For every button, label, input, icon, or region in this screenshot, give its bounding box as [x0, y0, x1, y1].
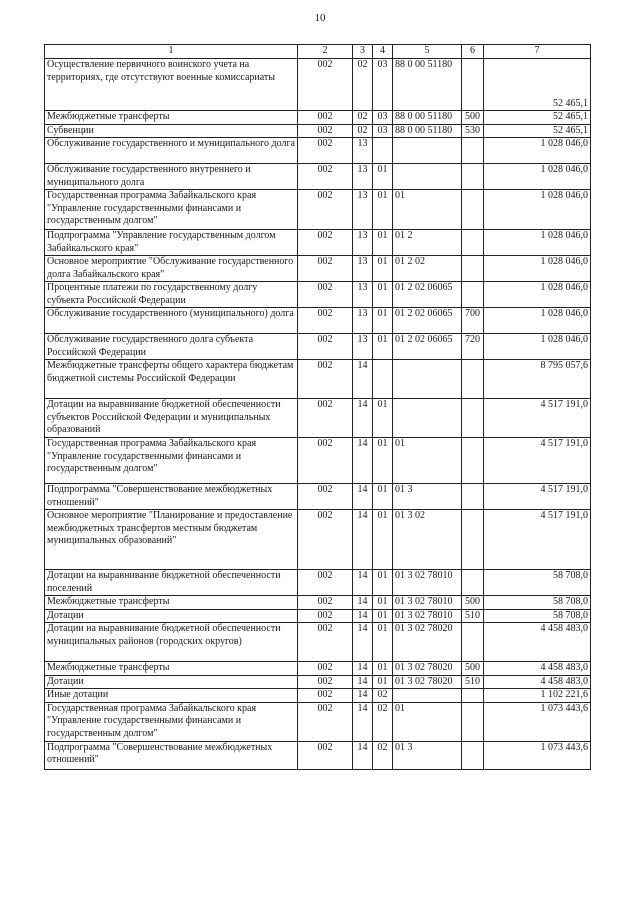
- table-cell-c6: [462, 282, 484, 308]
- header-cell: 7: [484, 45, 591, 59]
- table-row: [45, 164, 591, 190]
- table-cell-c2: 002: [298, 256, 353, 282]
- table-row: [45, 111, 591, 125]
- table-cell-c4: 02: [373, 741, 393, 769]
- table-row: [45, 230, 591, 256]
- table-cell-c2: 002: [298, 138, 353, 164]
- table-cell-name: Межбюджетные трансферты: [45, 662, 298, 676]
- table-row: [45, 596, 591, 610]
- table-cell-c6: [462, 623, 484, 662]
- table-cell-c4: 03: [373, 124, 393, 138]
- table-cell-c5: 88 0 00 51180: [393, 124, 462, 138]
- table-cell-c5: 01 3 02: [393, 510, 462, 570]
- table-cell-c4: 01: [373, 190, 393, 230]
- table-cell-name: Подпрограмма "Совершенствование межбюджетных отношений": [45, 484, 298, 510]
- header-cell: 5: [393, 45, 462, 59]
- table-cell-name: Основное мероприятие "Планирование и предоставление межбюджетных трансфертов местным бюджетам муниципальных образований": [45, 510, 298, 570]
- table-cell-c7: 1 028 046,0: [484, 308, 591, 334]
- table-cell-c4: 02: [373, 702, 393, 741]
- table-header-row: [45, 45, 591, 59]
- table-cell-c2: 002: [298, 334, 353, 360]
- table-cell-c3: 14: [353, 689, 373, 703]
- table-cell-c4: 01: [373, 438, 393, 484]
- table-cell-c7: 52 465,1: [484, 111, 591, 125]
- table-cell-c5: 01 3 02 78020: [393, 623, 462, 662]
- table-cell-c4: [373, 138, 393, 164]
- table-row: [45, 124, 591, 138]
- table-cell-c2: 002: [298, 124, 353, 138]
- table-row: [45, 334, 591, 360]
- table-cell-c6: 500: [462, 596, 484, 610]
- table-cell-c5: 01 2 02 06065: [393, 334, 462, 360]
- table-cell-c6: [462, 360, 484, 399]
- table-cell-c5: 01 2 02: [393, 256, 462, 282]
- table-row: [45, 282, 591, 308]
- table-cell-c7: 58 708,0: [484, 609, 591, 623]
- table-cell-c5: 01 3 02 78010: [393, 596, 462, 610]
- table-cell-c5: 01 3 02 78020: [393, 662, 462, 676]
- table-row: [45, 570, 591, 596]
- table-cell-c4: 01: [373, 256, 393, 282]
- table-cell-c2: 002: [298, 282, 353, 308]
- budget-table: [44, 44, 591, 770]
- header-cell: 3: [353, 45, 373, 59]
- table-cell-c5: 01 3 02 78020: [393, 675, 462, 689]
- header-cell: 2: [298, 45, 353, 59]
- table-cell-c5: [393, 164, 462, 190]
- header-cell: 6: [462, 45, 484, 59]
- table-cell-c4: 01: [373, 164, 393, 190]
- table-cell-c3: 13: [353, 138, 373, 164]
- table-cell-c7: 4 458 483,0: [484, 623, 591, 662]
- table-cell-c7: 4 517 191,0: [484, 399, 591, 438]
- table-cell-c3: 14: [353, 484, 373, 510]
- table-cell-c3: 13: [353, 256, 373, 282]
- table-cell-name: Межбюджетные трансферты общего характера бюджетам бюджетной системы Российской Федерации: [45, 360, 298, 399]
- table-cell-c2: 002: [298, 702, 353, 741]
- table-cell-c7: 52 465,1: [484, 124, 591, 138]
- table-cell-c5: 01: [393, 190, 462, 230]
- table-cell-c4: 01: [373, 596, 393, 610]
- table-cell-c2: 002: [298, 662, 353, 676]
- table-cell-c7: 1 073 443,6: [484, 702, 591, 741]
- table-cell-c7: 52 465,1: [484, 59, 591, 111]
- table-row: [45, 675, 591, 689]
- table-cell-c2: 002: [298, 230, 353, 256]
- table-cell-c6: [462, 190, 484, 230]
- table-cell-name: Процентные платежи по государственному долгу субъекта Российской Федерации: [45, 282, 298, 308]
- table-cell-c7: 8 795 057,6: [484, 360, 591, 399]
- table-cell-c2: 002: [298, 164, 353, 190]
- table-row: [45, 438, 591, 484]
- table-cell-c5: 88 0 00 51180: [393, 59, 462, 111]
- table-cell-c7: 1 028 046,0: [484, 138, 591, 164]
- table-cell-c3: 14: [353, 570, 373, 596]
- table-cell-c6: 510: [462, 609, 484, 623]
- table-cell-c7: 1 028 046,0: [484, 334, 591, 360]
- table-cell-c7: 1 073 443,6: [484, 741, 591, 769]
- table-cell-c7: 4 517 191,0: [484, 510, 591, 570]
- table-cell-c6: [462, 484, 484, 510]
- table-cell-c6: [462, 438, 484, 484]
- table-cell-name: Государственная программа Забайкальского края "Управление государственными финансами и государственным долгом": [45, 190, 298, 230]
- table-cell-c5: 01 3 02 78010: [393, 609, 462, 623]
- table-cell-c4: 01: [373, 623, 393, 662]
- table-cell-c2: 002: [298, 111, 353, 125]
- table-cell-c4: 01: [373, 609, 393, 623]
- table-cell-c6: 720: [462, 334, 484, 360]
- table-cell-c4: 01: [373, 484, 393, 510]
- table-cell-c4: 03: [373, 59, 393, 111]
- table-row: [45, 360, 591, 399]
- table-cell-c5: 01 2 02 06065: [393, 282, 462, 308]
- table-row: [45, 689, 591, 703]
- table-cell-name: Подпрограмма "Совершенствование межбюджетных отношений": [45, 741, 298, 769]
- table-cell-c7: 58 708,0: [484, 570, 591, 596]
- table-cell-c3: 13: [353, 334, 373, 360]
- table-row: [45, 59, 591, 111]
- table-cell-c4: 02: [373, 689, 393, 703]
- table-cell-name: Дотации на выравнивание бюджетной обеспеченности поселений: [45, 570, 298, 596]
- table-cell-c6: [462, 138, 484, 164]
- table-cell-c6: [462, 570, 484, 596]
- table-cell-c4: 01: [373, 399, 393, 438]
- table-cell-c5: 01: [393, 438, 462, 484]
- table-cell-c3: 14: [353, 596, 373, 610]
- table-cell-c2: 002: [298, 360, 353, 399]
- table-cell-c3: 14: [353, 741, 373, 769]
- table-cell-c7: 4 517 191,0: [484, 438, 591, 484]
- table-row: [45, 308, 591, 334]
- table-cell-c2: 002: [298, 308, 353, 334]
- table-cell-c6: 510: [462, 675, 484, 689]
- table-cell-c5: 01: [393, 702, 462, 741]
- table-cell-name: Дотации: [45, 675, 298, 689]
- table-cell-c4: 01: [373, 334, 393, 360]
- table-cell-c6: [462, 256, 484, 282]
- table-cell-c2: 002: [298, 609, 353, 623]
- table-cell-c3: 14: [353, 662, 373, 676]
- table-row: [45, 609, 591, 623]
- table-row: [45, 510, 591, 570]
- table-cell-name: Дотации на выравнивание бюджетной обеспеченности муниципальных районов (городских округов): [45, 623, 298, 662]
- table-cell-c6: [462, 702, 484, 741]
- table-cell-c2: 002: [298, 190, 353, 230]
- table-cell-name: Обслуживание государственного (муниципального) долга: [45, 308, 298, 334]
- table-cell-c6: [462, 59, 484, 111]
- table-cell-c4: [373, 360, 393, 399]
- table-cell-c7: 1 028 046,0: [484, 230, 591, 256]
- table-cell-c3: 14: [353, 609, 373, 623]
- table-cell-c4: 01: [373, 230, 393, 256]
- table-cell-name: Дотации: [45, 609, 298, 623]
- table-cell-c5: [393, 138, 462, 164]
- table-row: [45, 138, 591, 164]
- table-cell-c3: 02: [353, 59, 373, 111]
- table-cell-c2: 002: [298, 741, 353, 769]
- table-cell-name: Государственная программа Забайкальского края "Управление государственными финансами и государственным долгом": [45, 702, 298, 741]
- table-cell-name: Осуществление первичного воинского учета на территориях, где отсутствуют военные комиссариаты: [45, 59, 298, 111]
- table-cell-c2: 002: [298, 689, 353, 703]
- table-cell-c7: 1 028 046,0: [484, 282, 591, 308]
- table-cell-c7: 4 517 191,0: [484, 484, 591, 510]
- table-cell-c6: [462, 741, 484, 769]
- table-cell-c6: 700: [462, 308, 484, 334]
- table-cell-c3: 14: [353, 510, 373, 570]
- table-row: [45, 623, 591, 662]
- table-row: [45, 399, 591, 438]
- table-cell-name: Субвенции: [45, 124, 298, 138]
- table-cell-c5: [393, 689, 462, 703]
- table-cell-name: Иные дотации: [45, 689, 298, 703]
- table-cell-c2: 002: [298, 59, 353, 111]
- table-cell-c6: 500: [462, 662, 484, 676]
- table-row: [45, 741, 591, 769]
- table-row: [45, 484, 591, 510]
- table-cell-c3: 02: [353, 111, 373, 125]
- table-cell-c7: 1 028 046,0: [484, 256, 591, 282]
- table-cell-c3: 13: [353, 308, 373, 334]
- table-cell-c6: [462, 230, 484, 256]
- table-cell-c2: 002: [298, 675, 353, 689]
- table-cell-name: Обслуживание государственного внутреннего и муниципального долга: [45, 164, 298, 190]
- table-cell-c6: 530: [462, 124, 484, 138]
- table-cell-c5: [393, 399, 462, 438]
- table-cell-c2: 002: [298, 399, 353, 438]
- table-cell-c6: [462, 510, 484, 570]
- table-cell-c5: 01 3: [393, 741, 462, 769]
- table-cell-c4: 01: [373, 510, 393, 570]
- table-cell-c5: 01 2 02 06065: [393, 308, 462, 334]
- table-cell-c7: 1 028 046,0: [484, 190, 591, 230]
- table-cell-c5: 01 2: [393, 230, 462, 256]
- table-cell-name: Обслуживание государственного и муниципального долга: [45, 138, 298, 164]
- table-row: [45, 702, 591, 741]
- table-cell-c3: 14: [353, 399, 373, 438]
- table-cell-name: Основное мероприятие "Обслуживание государственного долга Забайкальского края": [45, 256, 298, 282]
- table-body: [45, 59, 591, 770]
- table-cell-c3: 13: [353, 230, 373, 256]
- table-cell-c4: 01: [373, 662, 393, 676]
- table-cell-c4: 01: [373, 308, 393, 334]
- table-cell-c2: 002: [298, 484, 353, 510]
- table-cell-c3: 14: [353, 438, 373, 484]
- table-cell-name: Межбюджетные трансферты: [45, 111, 298, 125]
- table-cell-c6: 500: [462, 111, 484, 125]
- table-cell-name: Подпрограмма "Управление государственным долгом Забайкальского края": [45, 230, 298, 256]
- table-cell-c4: 03: [373, 111, 393, 125]
- table-cell-c2: 002: [298, 438, 353, 484]
- table-cell-c3: 02: [353, 124, 373, 138]
- table-cell-c3: 13: [353, 164, 373, 190]
- table-cell-name: Государственная программа Забайкальского края "Управление государственными финансами и государственным долгом": [45, 438, 298, 484]
- table-cell-c3: 14: [353, 702, 373, 741]
- table-cell-c2: 002: [298, 623, 353, 662]
- table-cell-c2: 002: [298, 570, 353, 596]
- table-cell-c7: 58 708,0: [484, 596, 591, 610]
- table-cell-c5: 01 3 02 78010: [393, 570, 462, 596]
- table-cell-name: Обслуживание государственного долга субъекта Российской Федерации: [45, 334, 298, 360]
- table-cell-c4: 01: [373, 570, 393, 596]
- table-row: [45, 190, 591, 230]
- table-row: [45, 662, 591, 676]
- table-cell-c7: 1 102 221,6: [484, 689, 591, 703]
- table-cell-c2: 002: [298, 510, 353, 570]
- table-cell-name: Межбюджетные трансферты: [45, 596, 298, 610]
- table-cell-c7: 4 458 483,0: [484, 675, 591, 689]
- table-cell-c6: [462, 689, 484, 703]
- table-cell-c2: 002: [298, 596, 353, 610]
- table-cell-c6: [462, 164, 484, 190]
- table-cell-c6: [462, 399, 484, 438]
- table-cell-c3: 13: [353, 282, 373, 308]
- table-cell-c3: 14: [353, 623, 373, 662]
- table-cell-c7: 1 028 046,0: [484, 164, 591, 190]
- table-cell-c4: 01: [373, 675, 393, 689]
- table-cell-c3: 13: [353, 190, 373, 230]
- table-cell-name: Дотации на выравнивание бюджетной обеспеченности субъектов Российской Федерации и муниципальных образований: [45, 399, 298, 438]
- page-number: 10: [314, 12, 326, 24]
- table-cell-c5: [393, 360, 462, 399]
- table-cell-c5: 88 0 00 51180: [393, 111, 462, 125]
- table-cell-c3: 14: [353, 675, 373, 689]
- table-cell-c7: 4 458 483,0: [484, 662, 591, 676]
- table-cell-c3: 14: [353, 360, 373, 399]
- table-cell-c5: 01 3: [393, 484, 462, 510]
- header-cell: 4: [373, 45, 393, 59]
- table-row: [45, 256, 591, 282]
- table-cell-c4: 01: [373, 282, 393, 308]
- header-cell: 1: [45, 45, 298, 59]
